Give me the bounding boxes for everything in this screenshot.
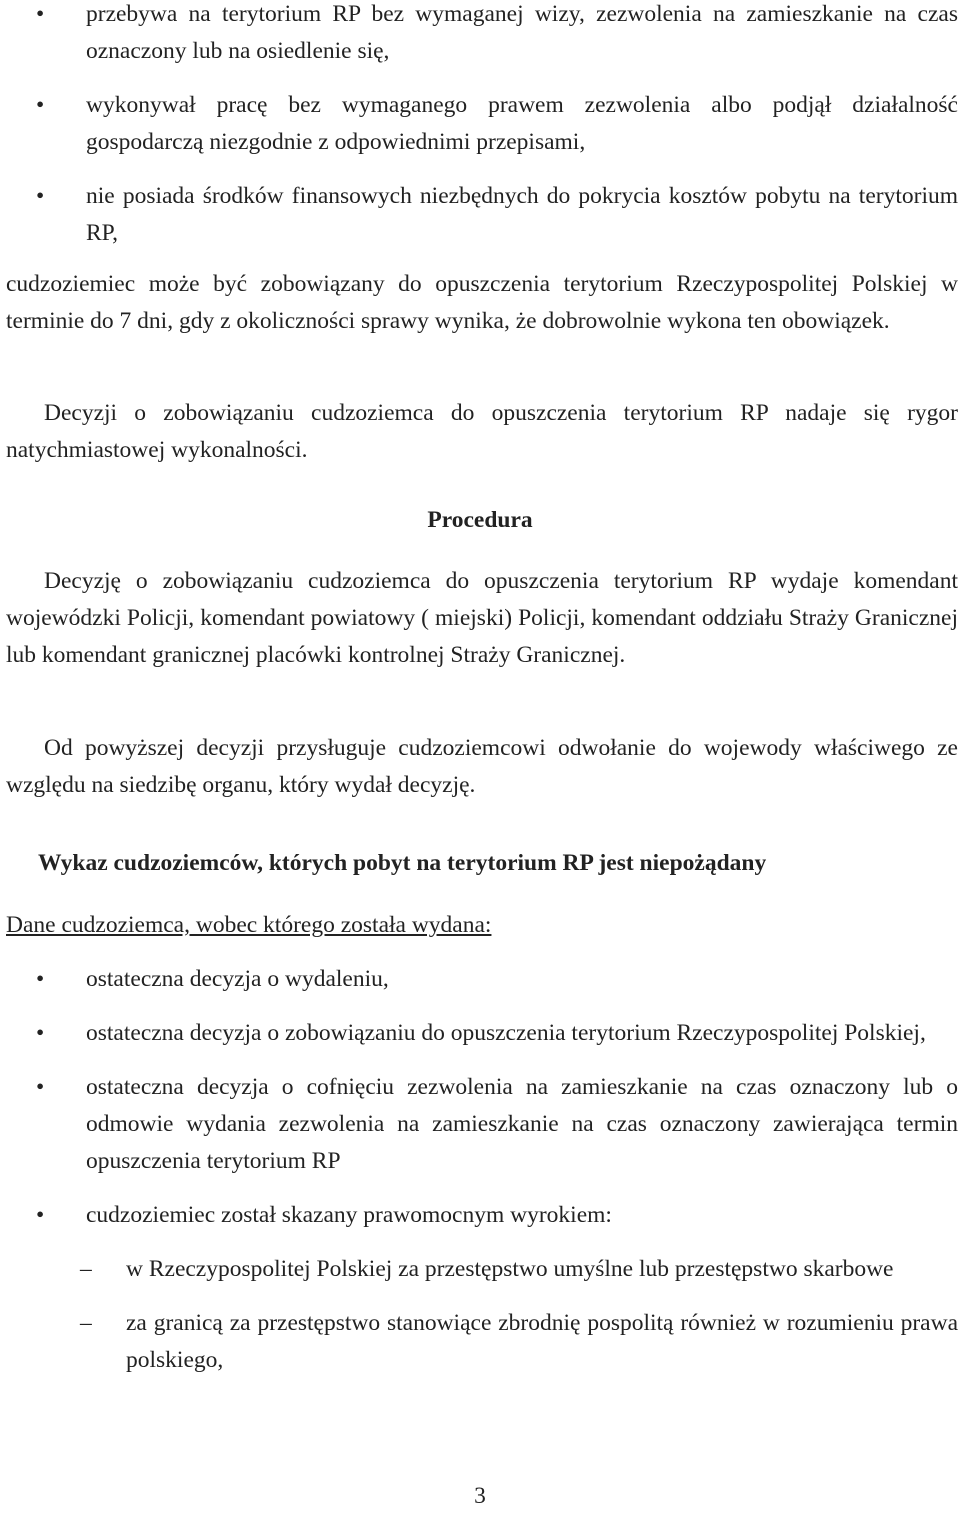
dash-item-text: w Rzeczypospolitej Polskiej za przestępstwo umyślne lub przestępstwo skarbowe <box>126 1256 894 1282</box>
data-label: Dane cudzoziemca, wobec którego została wydana: <box>6 912 492 938</box>
list-item-text: nie posiada środków finansowych niezbędnych do pokrycia kosztów pobytu na terytorium RP, <box>86 183 958 246</box>
bullet-icon: • <box>36 1202 45 1228</box>
bullet-icon: • <box>36 1074 45 1100</box>
dash-list-item <box>0 1251 960 1288</box>
dash-list-item <box>0 1305 960 1379</box>
paragraph-rygor: Decyzji o zobowiązaniu cudzoziemca do opuszczenia terytorium RP nadaje się rygor natychmiastowej wykonalności. <box>6 400 958 463</box>
list-item-text: ostateczna decyzja o zobowiązaniu do opuszczenia terytorium Rzeczypospolitej Polskiej, <box>86 1020 926 1046</box>
list-item <box>0 87 960 161</box>
list-item-text: cudzoziemiec został skazany prawomocnym wyrokiem: <box>86 1202 612 1228</box>
bullet-icon: • <box>36 92 45 118</box>
top-bullet-list <box>0 0 960 252</box>
bullet-icon: • <box>36 183 45 209</box>
bullet-icon: • <box>36 1 45 27</box>
dash-icon: – <box>80 1310 92 1336</box>
section-heading-wykaz: Wykaz cudzoziemców, których pobyt na terytorium RP jest niepożądany <box>38 850 767 876</box>
paragraph-procedura-authority: Decyzję o zobowiązaniu cudzoziemca do opuszczenia terytorium RP wydaje komendant wojewódzki Policji, komendant powiatowy ( miejski) Policji, komendant oddziału Straży Granicznej lub komendant granicznej placówki kontrolnej Straży Granicznej. <box>6 568 958 668</box>
list-item <box>0 178 960 252</box>
paragraph-obligation: cudzoziemiec może być zobowiązany do opuszczenia terytorium Rzeczypospolitej Polskiej w terminie do 7 dni, gdy z okoliczności sprawy wynika, że dobrowolnie wykona ten obowiązek. <box>6 271 958 334</box>
list-item-text: przebywa na terytorium RP bez wymaganej wizy, zezwolenia na zamieszkanie na czas oznaczony lub na osiedlenie się, <box>86 1 958 64</box>
list-item-text: wykonywał pracę bez wymaganego prawem zezwolenia albo podjął działalność gospodarczą niezgodnie z odpowiednimi przepisami, <box>86 92 958 155</box>
bullet-icon: • <box>36 966 45 992</box>
section-heading-procedura: Procedura <box>427 507 533 533</box>
list-item <box>0 961 960 998</box>
list-item <box>0 1069 960 1180</box>
list-item <box>0 1015 960 1052</box>
paragraph-procedura-appeal: Od powyższej decyzji przysługuje cudzoziemcowi odwołanie do wojewody właściwego ze względu na siedzibę organu, który wydał decyzję. <box>6 735 958 798</box>
dash-item-text: za granicą za przestępstwo stanowiące zbrodnię pospolitą również w rozumieniu prawa polskiego, <box>126 1310 958 1373</box>
list-item <box>0 0 960 70</box>
dash-icon: – <box>80 1256 92 1282</box>
list-item <box>0 1197 960 1234</box>
list-item-text: ostateczna decyzja o cofnięciu zezwolenia na zamieszkanie na czas oznaczony lub o odmowie wydania zezwolenia na zamieszkanie na czas oznaczony zawierająca termin opuszczenia terytorium RP <box>86 1074 958 1174</box>
list-item-text: ostateczna decyzja o wydaleniu, <box>86 966 389 992</box>
bullet-icon: • <box>36 1020 45 1046</box>
bottom-bullet-list <box>0 961 960 1379</box>
page-number: 3 <box>474 1483 486 1509</box>
